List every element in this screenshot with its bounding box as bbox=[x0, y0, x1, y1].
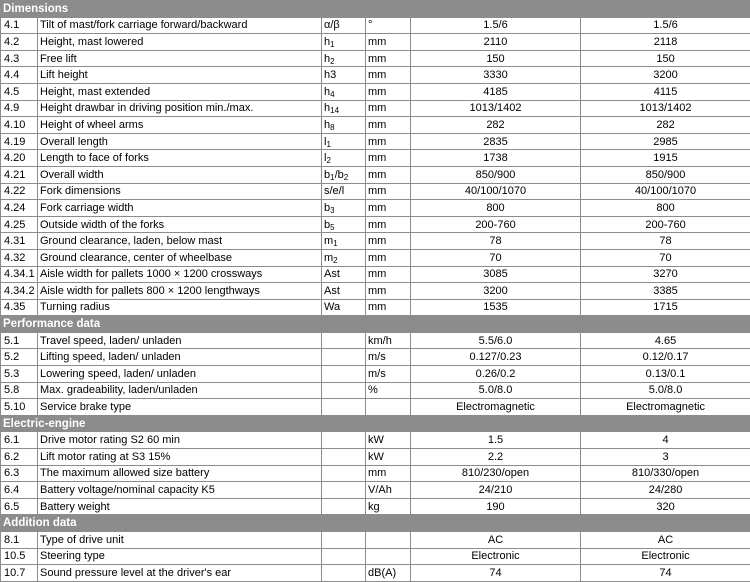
table-row bbox=[1, 532, 750, 549]
row-unit: mm bbox=[366, 100, 411, 117]
row-value-model-1: Electromagnetic bbox=[411, 399, 581, 416]
symbol-text: s/e/l bbox=[324, 185, 345, 198]
table-row bbox=[1, 100, 750, 117]
row-value-model-2: 2118 bbox=[581, 34, 750, 51]
row-value-model-1: 1.5/6 bbox=[411, 17, 581, 34]
symbol-subscript: 14 bbox=[330, 106, 340, 116]
row-unit: mm bbox=[366, 166, 411, 183]
row-value-model-2: 810/330/open bbox=[581, 465, 750, 482]
table-row bbox=[1, 283, 750, 300]
row-number: 6.5 bbox=[1, 498, 38, 515]
section-title: Addition data bbox=[1, 515, 750, 532]
symbol-text: Ast bbox=[324, 284, 340, 297]
table-row bbox=[1, 266, 750, 283]
row-description: Lift height bbox=[38, 67, 322, 84]
row-value-model-1: 78 bbox=[411, 233, 581, 250]
row-description: Battery weight bbox=[38, 498, 322, 515]
row-description: Drive motor rating S2 60 min bbox=[38, 432, 322, 449]
row-value-model-2: 70 bbox=[581, 249, 750, 266]
row-description: Length to face of forks bbox=[38, 150, 322, 167]
row-symbol bbox=[322, 266, 366, 283]
row-value-model-2: 78 bbox=[581, 233, 750, 250]
row-number: 5.3 bbox=[1, 366, 38, 383]
row-description: Fork carriage width bbox=[38, 200, 322, 217]
row-unit bbox=[366, 399, 411, 416]
row-value-model-2: 0.13/0.1 bbox=[581, 366, 750, 383]
row-symbol bbox=[322, 283, 366, 300]
row-symbol bbox=[322, 67, 366, 84]
row-value-model-2: 4.65 bbox=[581, 332, 750, 349]
symbol-text: b bbox=[324, 218, 331, 231]
row-value-model-2: Electromagnetic bbox=[581, 399, 750, 416]
row-symbol bbox=[322, 565, 366, 582]
row-value-model-2: 1915 bbox=[581, 150, 750, 167]
symbol-subscript: 2 bbox=[326, 156, 331, 166]
symbol-subscript: 1 bbox=[330, 172, 335, 182]
table-row bbox=[1, 17, 750, 34]
table-row bbox=[1, 465, 750, 482]
row-symbol bbox=[322, 34, 366, 51]
row-unit: mm bbox=[366, 50, 411, 67]
row-symbol bbox=[322, 349, 366, 366]
row-unit: mm bbox=[366, 299, 411, 316]
row-value-model-1: AC bbox=[411, 532, 581, 549]
row-number: 5.2 bbox=[1, 349, 38, 366]
row-unit: mm bbox=[366, 216, 411, 233]
symbol-text: m bbox=[324, 235, 334, 248]
table-row bbox=[1, 50, 750, 67]
row-value-model-1: 3330 bbox=[411, 67, 581, 84]
table-row bbox=[1, 349, 750, 366]
row-symbol bbox=[322, 17, 366, 34]
row-value-model-2: 40/100/1070 bbox=[581, 183, 750, 200]
row-value-model-2: 1715 bbox=[581, 299, 750, 316]
row-value-model-1: 850/900 bbox=[411, 166, 581, 183]
row-value-model-1: 2835 bbox=[411, 133, 581, 150]
section-header bbox=[1, 316, 750, 333]
row-description: Service brake type bbox=[38, 399, 322, 416]
table-row bbox=[1, 299, 750, 316]
row-number: 6.3 bbox=[1, 465, 38, 482]
row-symbol bbox=[322, 249, 366, 266]
row-symbol bbox=[322, 498, 366, 515]
row-unit: kg bbox=[366, 498, 411, 515]
row-unit bbox=[366, 548, 411, 565]
row-symbol bbox=[322, 166, 366, 183]
symbol-subscript: 1 bbox=[330, 39, 335, 49]
row-number: 4.21 bbox=[1, 166, 38, 183]
row-number: 5.8 bbox=[1, 382, 38, 399]
table-row bbox=[1, 117, 750, 134]
row-description: Free lift bbox=[38, 50, 322, 67]
row-number: 4.31 bbox=[1, 233, 38, 250]
row-number: 4.22 bbox=[1, 183, 38, 200]
row-value-model-2: 282 bbox=[581, 117, 750, 134]
row-symbol bbox=[322, 117, 366, 134]
row-symbol bbox=[322, 83, 366, 100]
row-unit: mm bbox=[366, 150, 411, 167]
row-symbol bbox=[322, 332, 366, 349]
row-value-model-1: 5.5/6.0 bbox=[411, 332, 581, 349]
row-value-model-1: 3200 bbox=[411, 283, 581, 300]
table-row bbox=[1, 166, 750, 183]
row-unit: m/s bbox=[366, 366, 411, 383]
row-value-model-1: 200-760 bbox=[411, 216, 581, 233]
row-description: Height of wheel arms bbox=[38, 117, 322, 134]
row-description: Lift motor rating at S3 15% bbox=[38, 449, 322, 466]
row-description: Type of drive unit bbox=[38, 532, 322, 549]
row-value-model-2: AC bbox=[581, 532, 750, 549]
row-value-model-1: 810/230/open bbox=[411, 465, 581, 482]
row-symbol bbox=[322, 50, 366, 67]
row-value-model-2: 200-760 bbox=[581, 216, 750, 233]
row-value-model-1: 3085 bbox=[411, 266, 581, 283]
row-symbol bbox=[322, 216, 366, 233]
row-description: Aisle width for pallets 1000 × 1200 crossways bbox=[38, 266, 322, 283]
row-value-model-1: 150 bbox=[411, 50, 581, 67]
row-value-model-2: 3200 bbox=[581, 67, 750, 84]
row-unit: mm bbox=[366, 133, 411, 150]
row-symbol bbox=[322, 449, 366, 466]
row-value-model-1: 0.127/0.23 bbox=[411, 349, 581, 366]
symbol-subscript: 8 bbox=[330, 122, 335, 132]
row-description: Lowering speed, laden/ unladen bbox=[38, 366, 322, 383]
table-row bbox=[1, 565, 750, 582]
symbol-subscript: 3 bbox=[330, 205, 335, 215]
table-row bbox=[1, 366, 750, 383]
symbol-text: α/β bbox=[324, 19, 340, 32]
row-number: 4.5 bbox=[1, 83, 38, 100]
row-number: 4.10 bbox=[1, 117, 38, 134]
table-row bbox=[1, 83, 750, 100]
table-row bbox=[1, 498, 750, 515]
row-number: 4.32 bbox=[1, 249, 38, 266]
row-symbol bbox=[322, 465, 366, 482]
row-unit: km/h bbox=[366, 332, 411, 349]
row-unit: mm bbox=[366, 83, 411, 100]
row-number: 4.9 bbox=[1, 100, 38, 117]
row-description: Ground clearance, laden, below mast bbox=[38, 233, 322, 250]
row-symbol bbox=[322, 399, 366, 416]
symbol-text: l bbox=[324, 152, 327, 165]
row-number: 6.2 bbox=[1, 449, 38, 466]
row-value-model-2: 850/900 bbox=[581, 166, 750, 183]
symbol-subscript: 5 bbox=[330, 222, 335, 232]
row-description: Height, mast extended bbox=[38, 83, 322, 100]
row-unit: ° bbox=[366, 17, 411, 34]
symbol-text: h bbox=[324, 35, 331, 48]
table-row bbox=[1, 183, 750, 200]
row-number: 4.20 bbox=[1, 150, 38, 167]
table-row bbox=[1, 150, 750, 167]
row-value-model-2: 800 bbox=[581, 200, 750, 217]
row-unit: mm bbox=[366, 249, 411, 266]
row-value-model-1: Electronic bbox=[411, 548, 581, 565]
row-number: 4.35 bbox=[1, 299, 38, 316]
symbol-subscript: 4 bbox=[330, 89, 335, 99]
table-row bbox=[1, 432, 750, 449]
row-description: Height, mast lowered bbox=[38, 34, 322, 51]
row-number: 8.1 bbox=[1, 532, 38, 549]
row-unit: mm bbox=[366, 283, 411, 300]
row-value-model-2: 74 bbox=[581, 565, 750, 582]
section-header bbox=[1, 415, 750, 432]
row-value-model-1: 4185 bbox=[411, 83, 581, 100]
row-description: Ground clearance, center of wheelbase bbox=[38, 249, 322, 266]
row-symbol bbox=[322, 233, 366, 250]
row-symbol bbox=[322, 299, 366, 316]
row-number: 4.4 bbox=[1, 67, 38, 84]
row-unit: mm bbox=[366, 233, 411, 250]
row-symbol bbox=[322, 100, 366, 117]
row-unit: dB(A) bbox=[366, 565, 411, 582]
row-unit: m/s bbox=[366, 349, 411, 366]
row-value-model-1: 1.5 bbox=[411, 432, 581, 449]
symbol-text: b bbox=[324, 168, 331, 181]
symbol-text: /b bbox=[334, 168, 344, 181]
row-value-model-1: 1738 bbox=[411, 150, 581, 167]
table-row bbox=[1, 216, 750, 233]
section-title: Dimensions bbox=[1, 1, 750, 18]
row-symbol bbox=[322, 482, 366, 499]
section-header bbox=[1, 1, 750, 18]
table-row bbox=[1, 249, 750, 266]
row-value-model-2: 24/280 bbox=[581, 482, 750, 499]
row-description: The maximum allowed size battery bbox=[38, 465, 322, 482]
row-unit: kW bbox=[366, 449, 411, 466]
row-description: Steering type bbox=[38, 548, 322, 565]
row-value-model-1: 2110 bbox=[411, 34, 581, 51]
table-row bbox=[1, 332, 750, 349]
row-symbol bbox=[322, 382, 366, 399]
row-symbol bbox=[322, 133, 366, 150]
row-value-model-1: 190 bbox=[411, 498, 581, 515]
row-value-model-1: 5.0/8.0 bbox=[411, 382, 581, 399]
row-value-model-2: 2985 bbox=[581, 133, 750, 150]
row-value-model-1: 800 bbox=[411, 200, 581, 217]
row-unit: V/Ah bbox=[366, 482, 411, 499]
row-symbol bbox=[322, 432, 366, 449]
row-value-model-1: 40/100/1070 bbox=[411, 183, 581, 200]
table-row bbox=[1, 449, 750, 466]
symbol-text: Wa bbox=[324, 301, 341, 314]
table-row bbox=[1, 34, 750, 51]
row-description: Height drawbar in driving position min./max. bbox=[38, 100, 322, 117]
row-value-model-1: 0.26/0.2 bbox=[411, 366, 581, 383]
row-symbol bbox=[322, 366, 366, 383]
section-header bbox=[1, 515, 750, 532]
row-number: 6.1 bbox=[1, 432, 38, 449]
row-value-model-2: 1013/1402 bbox=[581, 100, 750, 117]
row-value-model-2: Electronic bbox=[581, 548, 750, 565]
row-value-model-1: 282 bbox=[411, 117, 581, 134]
row-number: 5.1 bbox=[1, 332, 38, 349]
row-value-model-1: 74 bbox=[411, 565, 581, 582]
row-symbol bbox=[322, 183, 366, 200]
row-symbol bbox=[322, 532, 366, 549]
symbol-subscript: 2 bbox=[330, 56, 335, 66]
row-number: 4.34.1 bbox=[1, 266, 38, 283]
row-value-model-2: 3 bbox=[581, 449, 750, 466]
row-value-model-2: 3385 bbox=[581, 283, 750, 300]
row-value-model-2: 5.0/8.0 bbox=[581, 382, 750, 399]
symbol-text: h bbox=[324, 102, 331, 115]
row-description: Turning radius bbox=[38, 299, 322, 316]
symbol-text: h3 bbox=[324, 69, 337, 82]
row-description: Overall width bbox=[38, 166, 322, 183]
row-unit: mm bbox=[366, 183, 411, 200]
symbol-text: h bbox=[324, 118, 331, 131]
row-value-model-2: 4115 bbox=[581, 83, 750, 100]
row-value-model-2: 320 bbox=[581, 498, 750, 515]
row-number: 10.7 bbox=[1, 565, 38, 582]
row-unit: mm bbox=[366, 67, 411, 84]
symbol-subscript: 1 bbox=[326, 139, 331, 149]
row-description: Fork dimensions bbox=[38, 183, 322, 200]
symbol-subscript: 2 bbox=[343, 172, 349, 182]
symbol-text: h bbox=[324, 52, 331, 65]
row-value-model-1: 2.2 bbox=[411, 449, 581, 466]
row-description: Battery voltage/nominal capacity K5 bbox=[38, 482, 322, 499]
section-title: Electric-engine bbox=[1, 415, 750, 432]
symbol-text: m bbox=[324, 251, 334, 264]
row-value-model-1: 1013/1402 bbox=[411, 100, 581, 117]
section-title: Performance data bbox=[1, 316, 750, 333]
row-number: 6.4 bbox=[1, 482, 38, 499]
row-value-model-2: 1.5/6 bbox=[581, 17, 750, 34]
row-value-model-2: 4 bbox=[581, 432, 750, 449]
symbol-text: l bbox=[324, 135, 327, 148]
row-number: 4.24 bbox=[1, 200, 38, 217]
row-description: Outside width of the forks bbox=[38, 216, 322, 233]
row-symbol bbox=[322, 150, 366, 167]
spec-table-body bbox=[1, 1, 750, 582]
row-symbol bbox=[322, 548, 366, 565]
symbol-subscript: 1 bbox=[333, 239, 338, 249]
table-row bbox=[1, 200, 750, 217]
table-row bbox=[1, 233, 750, 250]
symbol-text: b bbox=[324, 201, 331, 214]
table-row bbox=[1, 482, 750, 499]
table-row bbox=[1, 548, 750, 565]
row-number: 4.25 bbox=[1, 216, 38, 233]
symbol-text: Ast bbox=[324, 268, 340, 281]
row-value-model-2: 0.12/0.17 bbox=[581, 349, 750, 366]
row-value-model-1: 1535 bbox=[411, 299, 581, 316]
row-number: 4.2 bbox=[1, 34, 38, 51]
row-symbol bbox=[322, 200, 366, 217]
table-row bbox=[1, 67, 750, 84]
symbol-text: h bbox=[324, 85, 331, 98]
row-value-model-1: 70 bbox=[411, 249, 581, 266]
row-unit: kW bbox=[366, 432, 411, 449]
row-unit: mm bbox=[366, 266, 411, 283]
row-unit: mm bbox=[366, 200, 411, 217]
row-number: 4.19 bbox=[1, 133, 38, 150]
row-value-model-2: 150 bbox=[581, 50, 750, 67]
row-number: 5.10 bbox=[1, 399, 38, 416]
row-description: Overall length bbox=[38, 133, 322, 150]
row-value-model-2: 3270 bbox=[581, 266, 750, 283]
row-value-model-1: 24/210 bbox=[411, 482, 581, 499]
row-number: 10.5 bbox=[1, 548, 38, 565]
row-description: Tilt of mast/fork carriage forward/backward bbox=[38, 17, 322, 34]
symbol-subscript: 2 bbox=[333, 255, 338, 265]
table-row bbox=[1, 133, 750, 150]
row-description: Sound pressure level at the driver's ear bbox=[38, 565, 322, 582]
row-number: 4.3 bbox=[1, 50, 38, 67]
row-description: Aisle width for pallets 800 × 1200 lengthways bbox=[38, 283, 322, 300]
row-unit: mm bbox=[366, 34, 411, 51]
table-row bbox=[1, 382, 750, 399]
row-description: Lifting speed, laden/ unladen bbox=[38, 349, 322, 366]
row-description: Travel speed, laden/ unladen bbox=[38, 332, 322, 349]
table-row bbox=[1, 399, 750, 416]
row-description: Max. gradeability, laden/unladen bbox=[38, 382, 322, 399]
row-number: 4.34.2 bbox=[1, 283, 38, 300]
row-unit: mm bbox=[366, 117, 411, 134]
row-unit: % bbox=[366, 382, 411, 399]
row-unit bbox=[366, 532, 411, 549]
row-unit: mm bbox=[366, 465, 411, 482]
row-number: 4.1 bbox=[1, 17, 38, 34]
